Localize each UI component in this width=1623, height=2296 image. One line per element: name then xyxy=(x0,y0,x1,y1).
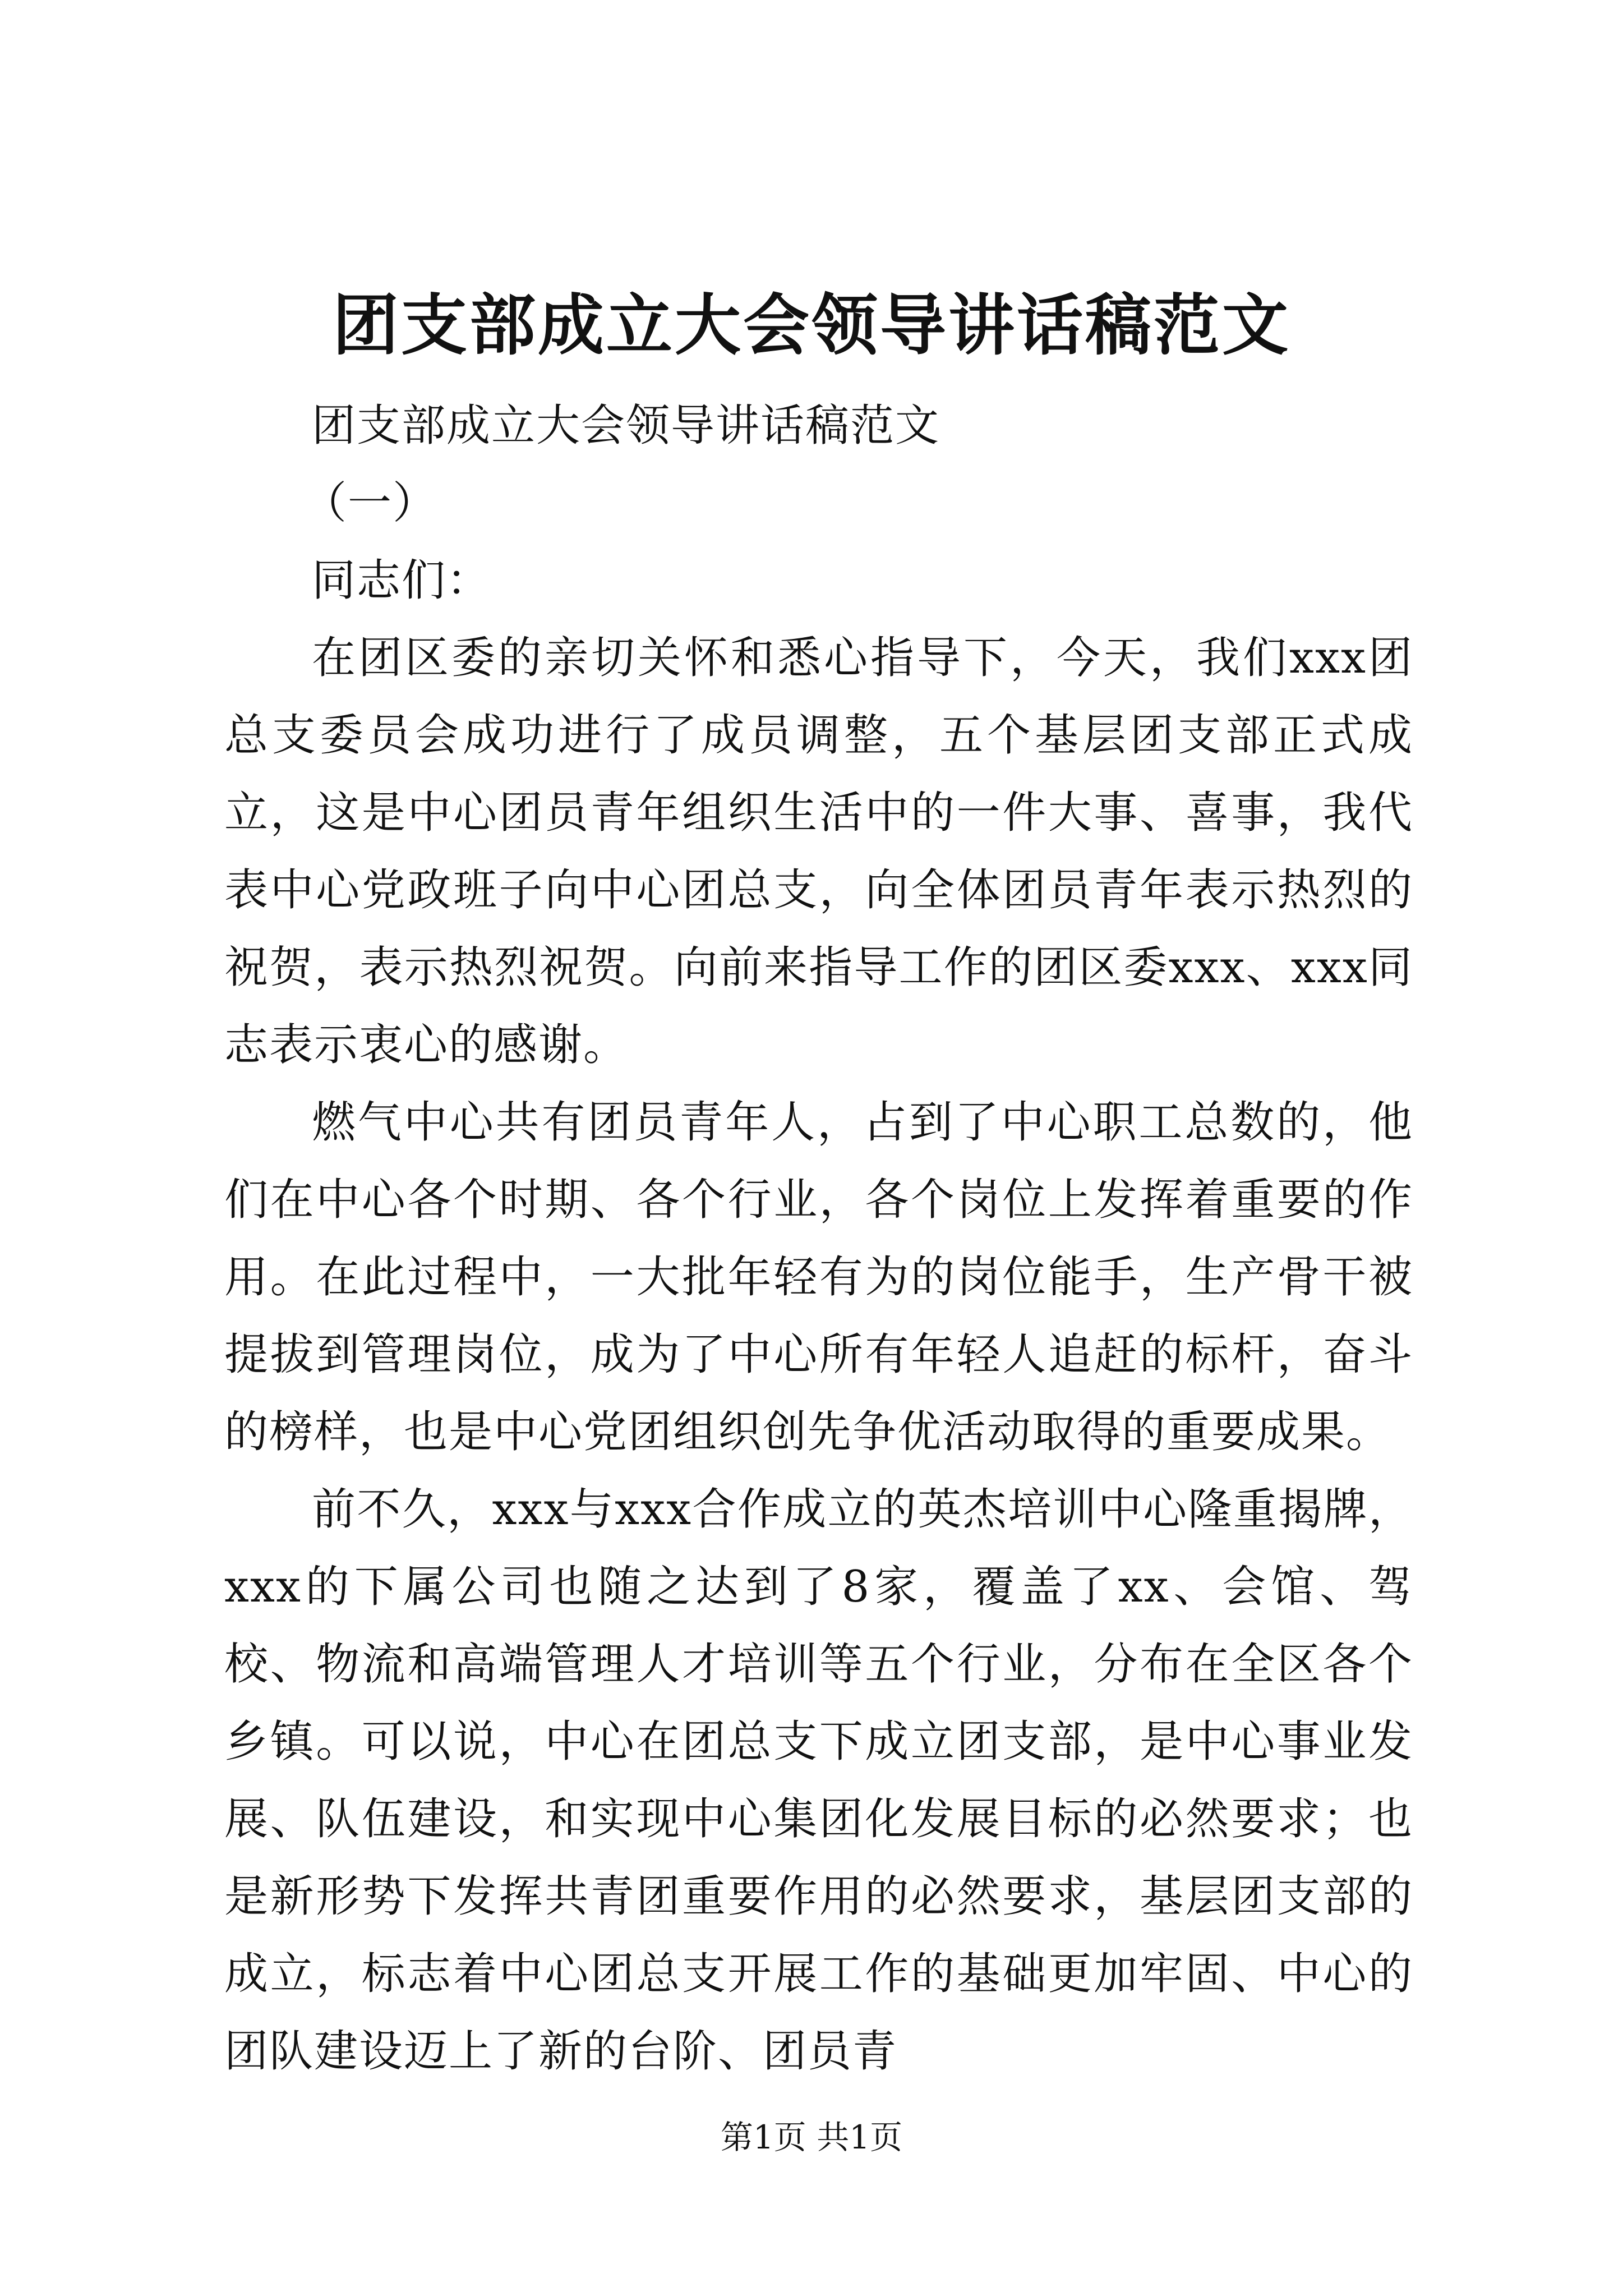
paragraph: 在团区委的亲切关怀和悉心指导下，今天，我们xxx团总支委员会成功进行了成员调整，五个基层团支部正式成立，这是中心团员青年组织生活中的一件大事、喜事，我代表中心党政班子向中心团总支，向全体团员青年表示热烈的祝贺，表示热烈祝贺。向前来指导工作的团区委xxx、xxx同志表示衷心的感谢。 xyxy=(224,633,1413,1070)
paragraph: 前不久，xxx与xxx合作成立的英杰培训中心隆重揭牌，xxx的下属公司也随之达到了8家，覆盖了xx、会馆、驾校、物流和高端管理人才培训等五个行业，分布在全区各个乡镇。可以说，中心在团总支下成立团支部，是中心事业发展、队伍建设，和实现中心集团化发展目标的必然要求；也是新形势下发挥共青团重要作用的必然要求，基层团支部的成立，标志着中心团总支开展工作的基础更加牢固、中心的团队建设迈上了新的台阶、团员青 xyxy=(224,1484,1413,2077)
paragraph: 燃气中心共有团员青年人，占到了中心职工总数的，他们在中心各个时期、各个行业，各个岗位上发挥着重要的作用。在此过程中，一大批年轻有为的岗位能手，生产骨干被提拔到管理岗位，成为了中心所有年轻人追赶的标杆，奋斗的榜样，也是中心党团组织创先争优活动取得的重要成果。 xyxy=(224,1097,1413,1457)
salutation: 同志们： xyxy=(312,555,492,606)
section-marker: （一） xyxy=(303,478,438,528)
document-title: 团支部成立大会领导讲话稿范文 xyxy=(332,286,1290,364)
page-number-footer: 第1页 共1页 xyxy=(720,2118,903,2156)
subtitle-line: 团支部成立大会领导讲话稿范文 xyxy=(312,401,940,451)
document-body xyxy=(224,387,1413,2090)
